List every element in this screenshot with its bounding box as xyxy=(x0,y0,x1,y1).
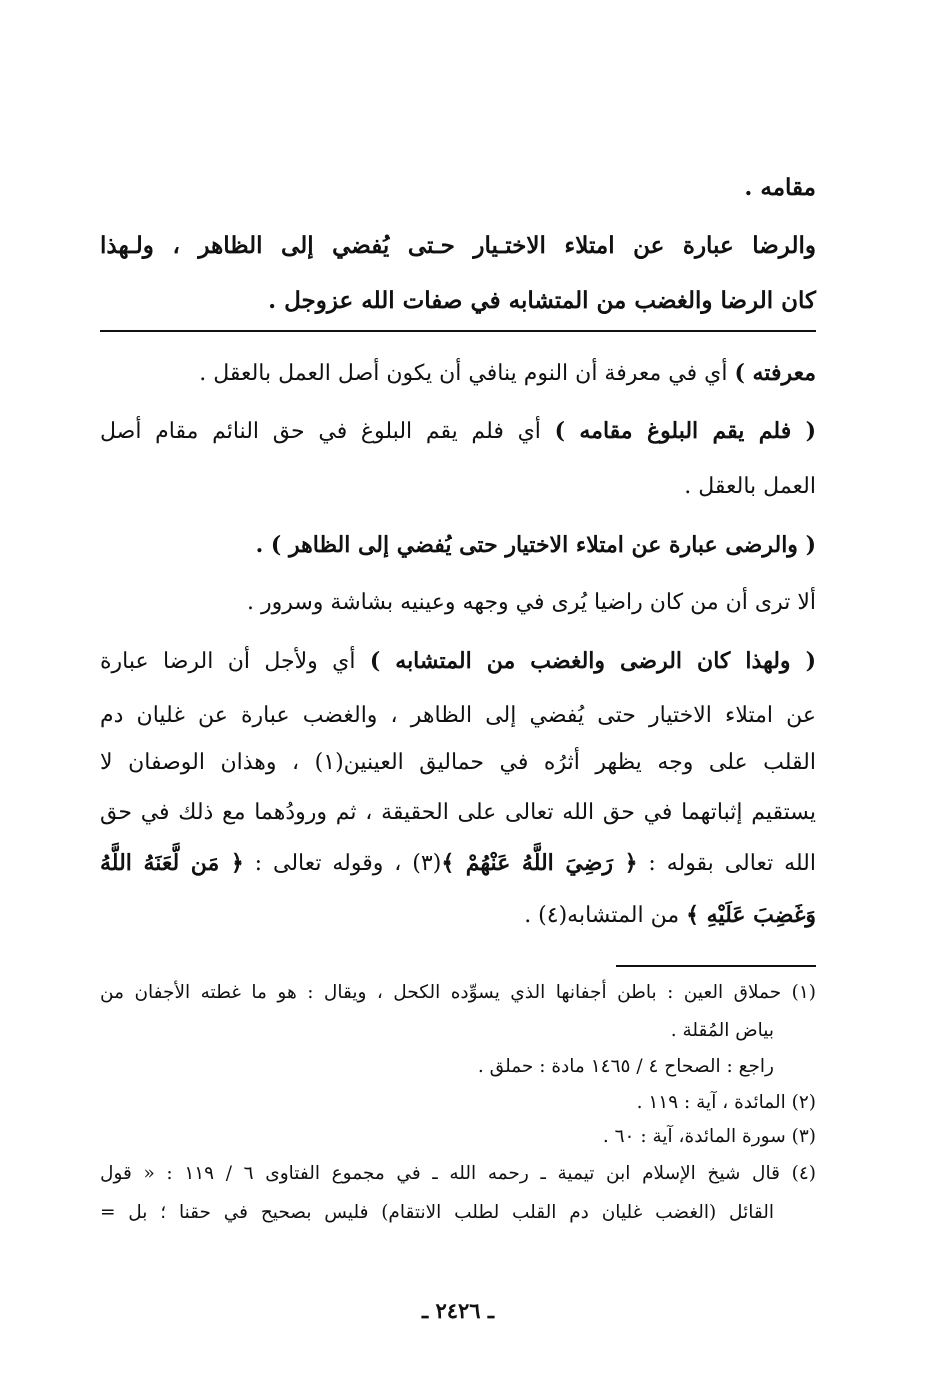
footnote-1-line-1: (١) حملاق العين : باطن أجفانها الذي يسوِّده الكحل ، ويقال : هو ما غطته الأجفان من xyxy=(100,982,816,1003)
main-text-line-1: مقامه . xyxy=(744,174,816,201)
commentary-para-4: ألا ترى أن من كان راضيا يُرى في وجهه وعينيه بشاشة وسرور . xyxy=(246,590,816,615)
commentary-para-5-line-1 xyxy=(100,648,816,674)
footnote-4-line-2: القائل (الغضب غليان دم القلب لطلب الانتقام) فليس بصحيح في حقنا ؛ بل = xyxy=(100,1202,774,1223)
commentary-keyword: معرفته ) xyxy=(734,360,816,386)
commentary-para-5-line-3: القلب على وجه يظهر أثرُه في حماليق العينين(١) ، وهذان الوصفان لا xyxy=(100,750,816,775)
footnote-1-line-2: بياض المُقلة . xyxy=(670,1020,774,1041)
commentary-text: من المتشابه(٤) . xyxy=(524,903,687,928)
commentary-text: أي في معرفة أن النوم ينافي أن يكون أصل العمل بالعقل . xyxy=(199,361,735,386)
commentary-text: أي ولأجل أن الرضا عبارة xyxy=(100,649,370,674)
footnote-2: (٢) المائدة ، آية : ١١٩ . xyxy=(636,1092,816,1113)
commentary-para-5-line-5 xyxy=(100,850,816,876)
page-number: ـ ٢٤٢٦ ـ xyxy=(421,1298,495,1323)
commentary-para-5-line-4: يستقيم إثباتهما في حق الله تعالى على الحقيقة ، ثم ورودُهما مع ذلك في حق xyxy=(100,800,816,825)
commentary-keyword: ( ولهذا كان الرضى والغضب من المتشابه ) xyxy=(369,648,816,674)
main-text-line-3: كان الرضا والغضب من المتشابه في صفات الله عزوجل . xyxy=(268,287,816,314)
main-text-line-2: والرضا عبارة عن امتلاء الاختـيار حـتى يُفضي إلى الظاهر ، ولـهذا xyxy=(100,232,816,259)
commentary-para-5-line-6 xyxy=(524,902,816,928)
commentary-text: أي فلم يقم البلوغ في حق النائم مقام أصل xyxy=(100,419,555,444)
commentary-para-2-line-1 xyxy=(100,418,816,444)
commentary-keyword: ( فلم يقم البلوغ مقامه ) xyxy=(554,418,817,444)
quran-verse-2-end: وَغَضِبَ عَلَيْهِ ﴾ xyxy=(686,902,816,928)
commentary-text: (٣) ، وقوله تعالى : xyxy=(243,851,442,876)
footnote-separator xyxy=(616,965,816,967)
commentary-para-1 xyxy=(199,360,816,386)
quran-verse-1: ﴿ رَضِيَ اللَّهُ عَنْهُمْ ﴾ xyxy=(441,850,638,876)
document-page xyxy=(100,160,816,1340)
commentary-text: الله تعالى بقوله : xyxy=(637,851,816,876)
commentary-para-3: ( والرضى عبارة عن امتلاء الاختيار حتى يُفضي إلى الظاهر ) . xyxy=(255,532,816,558)
footnote-4-line-1: (٤) قال شيخ الإسلام ابن تيمية ـ رحمه الله ـ في مجموع الفتاوى ٦ / ١١٩ : « قول xyxy=(100,1163,816,1184)
footnote-3: (٣) سورة المائدة، آية : ٦٠ . xyxy=(602,1126,816,1147)
quran-verse-2-start: ﴿ مَن لَّعَنَهُ اللَّهُ xyxy=(100,850,244,876)
commentary-para-5-line-2: عن امتلاء الاختيار حتى يُفضي إلى الظاهر ، والغضب عبارة عن غليان دم xyxy=(100,703,816,728)
commentary-para-2-line-2: العمل بالعقل . xyxy=(684,474,816,499)
main-text-separator xyxy=(100,330,816,332)
footnote-1-line-3: راجع : الصحاح ٤ / ١٤٦٥ مادة : حملق . xyxy=(477,1056,774,1077)
